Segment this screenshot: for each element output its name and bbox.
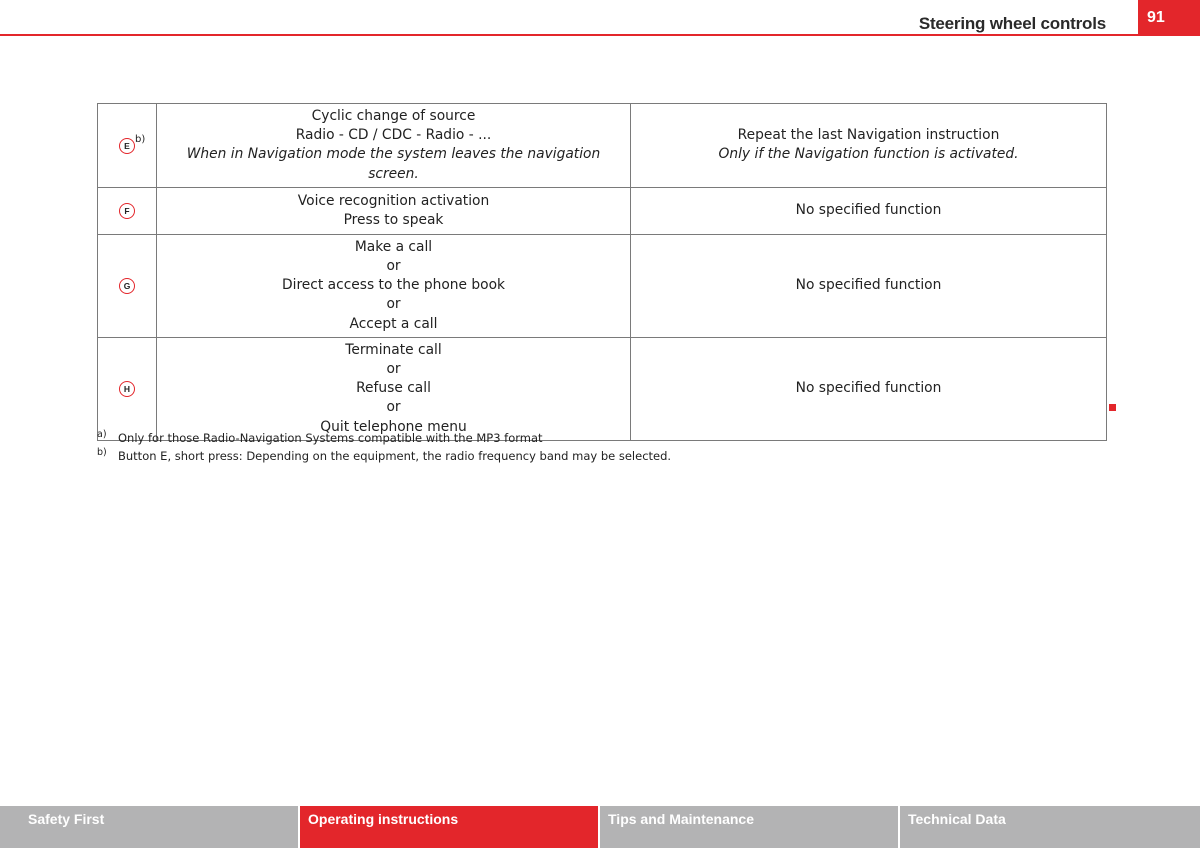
cell-line: or <box>386 258 401 275</box>
key-cell <box>98 234 157 337</box>
tab-operating-instructions[interactable]: Operating instructions <box>300 806 598 848</box>
key-cell <box>98 187 157 234</box>
key-cell <box>98 337 157 440</box>
page-number-text: 91 <box>1147 9 1165 26</box>
alt-function-cell <box>631 187 1107 234</box>
table-row <box>98 337 1107 440</box>
cell-line: Terminate call <box>345 341 442 358</box>
page-number <box>1138 0 1200 36</box>
footnote-ref: b) <box>135 133 146 145</box>
section-nav <box>0 806 1200 848</box>
function-cell <box>157 234 631 337</box>
footnote-text: Only for those Radio-Navigation Systems compatible with the MP3 format <box>118 431 543 445</box>
cell-note: When in Navigation mode the system leaves the navigation screen. <box>186 146 601 182</box>
cell-line: Press to speak <box>343 211 444 228</box>
button-g-icon: G <box>119 278 135 294</box>
cell-line: Make a call <box>354 238 433 255</box>
cell-line: Direct access to the phone book <box>281 277 506 294</box>
function-cell <box>157 187 631 234</box>
cell-note: Only if the Navigation function is activated. <box>718 146 1019 163</box>
cell-line: or <box>386 399 401 416</box>
footnote <box>97 447 997 465</box>
button-e-icon: E <box>119 138 135 154</box>
alt-function-cell <box>631 337 1107 440</box>
footnotes <box>97 429 997 465</box>
cell-line: No specified function <box>795 277 942 294</box>
cell-line: Repeat the last Navigation instruction <box>737 127 1000 144</box>
cell-line: Quit telephone menu <box>320 418 467 435</box>
footnote-mark: a) <box>97 429 107 440</box>
footnote <box>97 429 997 447</box>
table-row <box>98 187 1107 234</box>
key-cell <box>98 104 157 188</box>
page-title: Steering wheel controls <box>918 14 1106 33</box>
cell-line: Cyclic change of source <box>311 108 476 124</box>
alt-function-cell <box>631 104 1107 188</box>
footnote-mark: b) <box>97 447 107 458</box>
cell-line: or <box>386 296 401 313</box>
function-cell <box>157 104 631 188</box>
tab-safety-first[interactable]: Safety First <box>0 806 298 848</box>
button-f-icon: F <box>119 203 135 219</box>
cell-line: No specified function <box>795 202 942 219</box>
section-end-marker <box>1109 404 1116 411</box>
table-row <box>98 234 1107 337</box>
cell-line: Voice recognition activation <box>297 192 490 209</box>
button-h-icon: H <box>119 381 135 397</box>
cell-line: or <box>386 361 401 378</box>
cell-line: Refuse call <box>356 380 431 397</box>
alt-function-cell <box>631 234 1107 337</box>
controls-table <box>97 103 1107 441</box>
cell-line: Radio - CD / CDC - Radio - ... <box>295 127 492 144</box>
tab-technical-data[interactable]: Technical Data <box>900 806 1200 848</box>
footnote-text: Button E, short press: Depending on the equipment, the radio frequency band may be selected. <box>118 449 672 463</box>
cell-line: No specified function <box>795 380 942 397</box>
table-row <box>98 104 1107 188</box>
cell-line: Accept a call <box>349 315 438 332</box>
tab-tips-and-maintenance[interactable]: Tips and Maintenance <box>600 806 898 848</box>
function-cell <box>157 337 631 440</box>
header-rule <box>0 34 1200 36</box>
